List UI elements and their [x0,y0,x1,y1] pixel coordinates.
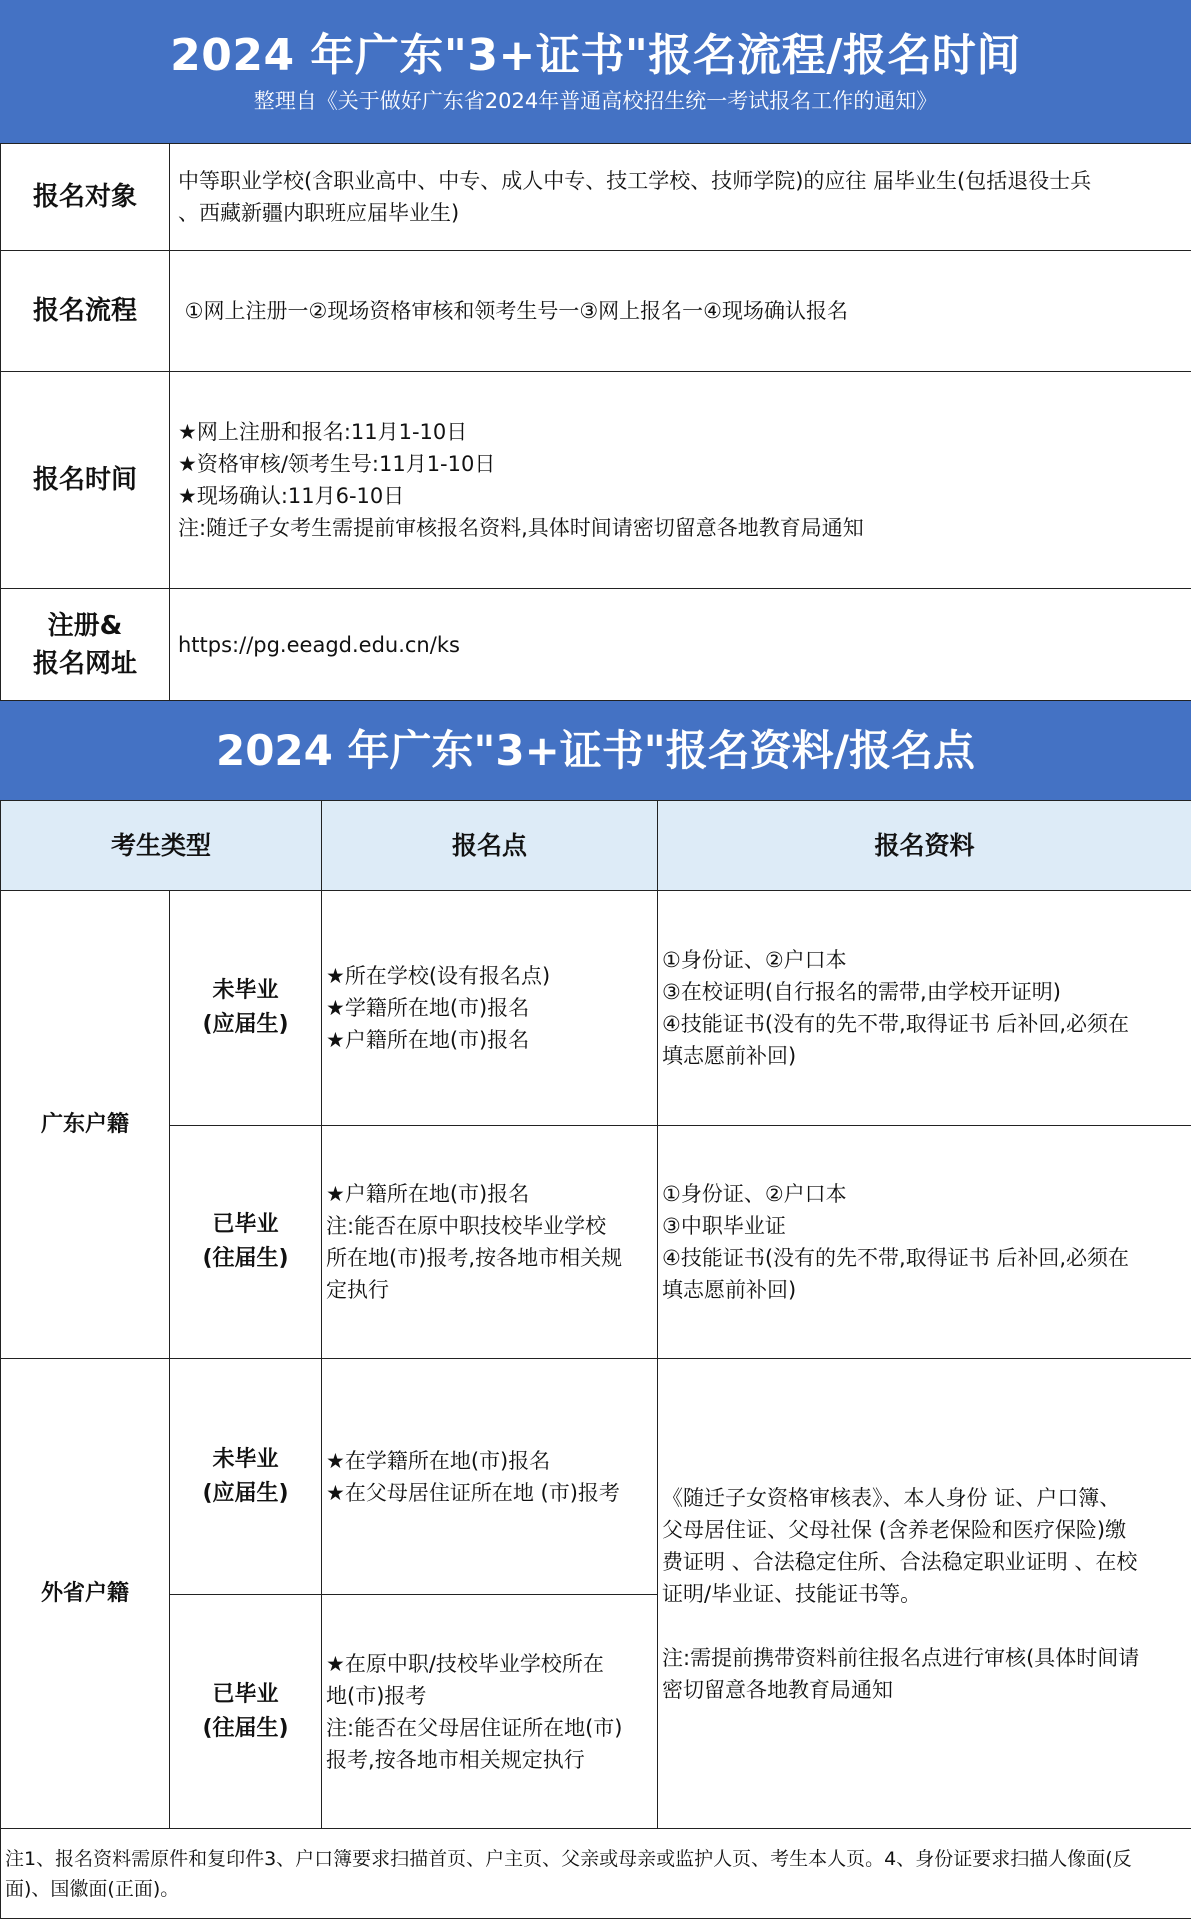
target-line-1: 中等职业学校(含职业高中、中专、成人中专、技工学校、技师学院)的应往 届毕业生(包括退役士兵 [178,169,1092,193]
op-doc-2: 父母居住证、父母社保 (含养老保险和医疗保险)缴 [662,1517,1127,1542]
target-content [170,144,1191,251]
gd-current-points [322,891,658,1126]
gd-current-point-2: ★学籍所在地(市)报名 [326,996,530,1020]
op-doc-note-1: 注:需提前携带资料前往报名点进行审核(具体时间请 [662,1645,1140,1670]
gd-current-docs [658,891,1191,1126]
op-current-row [1,1359,1191,1595]
gd-graduated-doc-3: ④技能证书(没有的先不带,取得证书 后补回,必须在 [662,1246,1130,1270]
gd-current-status-line-1: 未毕业 [212,978,279,1003]
gd-graduated-point-2: 注:能否在原中职技校毕业学校 [326,1214,607,1238]
footnote [1,1829,1191,1919]
footnote-row [1,1829,1191,1919]
op-current-points [322,1359,658,1595]
gd-origin: 广东户籍 [1,891,170,1359]
row-flow [1,251,1191,372]
gd-graduated-docs [658,1126,1191,1359]
op-graduated-status [170,1595,322,1829]
time-line-1: ★网上注册和报名:11月1-10日 [178,420,468,444]
op-graduated-status-line-1: 已毕业 [212,1681,279,1707]
op-current-status-line-1: 未毕业 [212,1446,279,1472]
time-line-4: 注:随迁子女考生需提前审核报名资料,具体时间请密切留意各地教育局通知 [178,516,864,540]
materials-table [0,800,1191,1919]
gd-graduated-status-line-1: 已毕业 [212,1212,279,1237]
gd-current-row [1,891,1191,1126]
gd-graduated-doc-4: 填志愿前补回) [662,1278,797,1302]
gd-graduated-doc-1: ①身份证、②户口本 [662,1182,847,1206]
flow-content: ①网上注册一②现场资格审核和领考生号一③网上报名一④现场确认报名 [170,251,1191,372]
op-doc-4: 证明/毕业证、技能证书等。 [662,1581,922,1606]
gd-current-point-3: ★户籍所在地(市)报名 [326,1028,530,1052]
target-line-2: 、西藏新疆内职班应届毕业生) [178,201,460,225]
op-graduated-point-1: ★在原中职/技校毕业学校所在 [326,1651,604,1676]
website-label-line-1: 注册& [47,610,123,641]
op-current-status-line-2: (应届生) [202,1480,289,1506]
gd-current-doc-3: ④技能证书(没有的先不带,取得证书 后补回,必须在 [662,1012,1130,1036]
op-graduated-points [322,1595,658,1829]
op-doc-note-2: 密切留意各地教育局通知 [662,1677,894,1702]
website-label-line-2: 报名网址 [32,648,137,679]
gd-graduated-status [170,1126,322,1359]
gd-graduated-point-3: 所在地(市)报考,按各地市相关规 [326,1246,623,1270]
op-doc-1: 《随迁子女资格审核表》、本人身份 证、户口簿、 [662,1485,1121,1510]
gd-graduated-point-1: ★户籍所在地(市)报名 [326,1182,530,1206]
process-table [0,143,1191,701]
process-title: 2024 年广东"3+证书"报名流程/报名时间 [170,30,1021,81]
target-label: 报名对象 [1,144,170,251]
op-current-status [170,1359,322,1595]
header-point: 报名点 [322,801,658,891]
process-banner [0,0,1191,143]
gd-current-doc-4: 填志愿前补回) [662,1044,797,1068]
op-current-point-1: ★在学籍所在地(市)报名 [326,1448,551,1473]
header-docs: 报名资料 [658,801,1191,891]
gd-current-doc-2: ③在校证明(自行报名的需带,由学校开证明) [662,980,1061,1004]
op-current-point-2: ★在父母居住证所在地 (市)报考 [326,1480,620,1505]
op-graduated-status-line-2: (往届生) [202,1715,289,1741]
process-subtitle: 整理自《关于做好广东省2024年普通高校招生统一考试报名工作的通知》 [253,89,938,113]
row-target [1,144,1191,251]
row-time [1,372,1191,589]
time-content [170,372,1191,589]
op-origin: 外省户籍 [1,1359,170,1829]
gd-graduated-point-4: 定执行 [326,1278,390,1302]
gd-graduated-status-line-2: (往届生) [202,1246,289,1271]
op-graduated-point-4: 报考,按各地市相关规定执行 [326,1747,585,1772]
op-graduated-point-3: 注:能否在父母居住证所在地(市) [326,1715,623,1740]
time-label: 报名时间 [1,372,170,589]
gd-current-status-line-2: (应届生) [202,1012,289,1037]
op-graduated-point-2: 地(市)报考 [326,1683,427,1708]
materials-title: 2024 年广东"3+证书"报名资料/报名点 [0,701,1191,800]
time-line-2: ★资格审核/领考生号:11月1-10日 [178,452,496,476]
time-line-3: ★现场确认:11月6-10日 [178,484,405,508]
op-docs [658,1359,1191,1829]
gd-current-point-1: ★所在学校(设有报名点) [326,964,551,988]
footnote-line-2: 面)、国徽面(正面)。 [5,1877,180,1900]
header-type: 考生类型 [1,801,322,891]
gd-graduated-doc-2: ③中职毕业证 [662,1214,786,1238]
op-doc-3: 费证明 、合法稳定住所、合法稳定职业证明 、在校 [662,1549,1138,1574]
flow-label: 报名流程 [1,251,170,372]
materials-header-row [1,801,1191,891]
row-website [1,589,1191,701]
gd-graduated-row [1,1126,1191,1359]
op-doc-spacer [662,1610,1187,1642]
gd-current-status [170,891,322,1126]
footnote-line-1: 注1、报名资料需原件和复印件3、户口簿要求扫描首页、户主页、父亲或母亲或监护人页、考生本人页。4、身份证要求扫描人像面(反 [5,1847,1132,1870]
gd-current-doc-1: ①身份证、②户口本 [662,948,847,972]
website-url[interactable]: https://pg.eeagd.edu.cn/ks [170,589,1191,701]
gd-graduated-points [322,1126,658,1359]
website-label [1,589,170,701]
